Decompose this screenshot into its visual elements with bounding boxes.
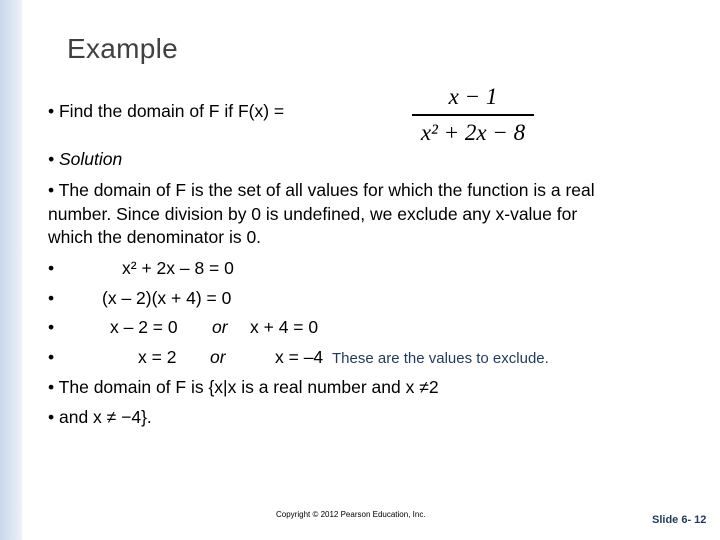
conclusion-line-2: • and x ≠ −4}. [48, 407, 152, 427]
step-1-bullet: • [48, 258, 55, 278]
find-domain-prompt: • Find the domain of F if F(x) = [48, 101, 285, 121]
step-4-bullet: • [48, 347, 55, 367]
fraction-bar [412, 114, 534, 116]
step-3-bullet: • [48, 317, 55, 337]
paragraph-line-3: which the denominator is 0. [48, 227, 262, 247]
step-3-left-equation: x – 2 = 0 [110, 317, 178, 337]
slide-title: Example [67, 33, 179, 64]
paragraph-line-1: • The domain of F is the set of all values for which the function is a real [48, 180, 595, 200]
step-1-equation: x² + 2x – 8 = 0 [122, 258, 234, 278]
slide-number: Slide 6- 12 [652, 514, 707, 526]
paragraph-line-2: number. Since division by 0 is undefined, we exclude any x-value for [48, 204, 578, 224]
function-fraction [412, 84, 534, 146]
conclusion-line-1: • The domain of F is {x|x is a real number and x ≠2 [48, 377, 439, 397]
fraction-denominator: x² + 2x − 8 [420, 119, 526, 145]
left-accent-bar [0, 0, 22, 540]
fraction-numerator: x − 1 [448, 84, 498, 109]
step-3-or: or [212, 317, 228, 337]
step-2-bullet: • [48, 288, 55, 308]
copyright-notice: Copyright © 2012 Pearson Education, Inc. [276, 510, 426, 519]
step-4-right-equation: x = –4 [275, 347, 324, 367]
step-4-left-equation: x = 2 [138, 347, 177, 367]
solution-heading: • Solution [48, 149, 123, 169]
step-3-right-equation: x + 4 = 0 [250, 317, 319, 337]
exclude-values-note: These are the values to exclude. [332, 350, 549, 367]
step-2-equation: (x – 2)(x + 4) = 0 [102, 288, 232, 308]
step-4-or: or [210, 347, 226, 367]
